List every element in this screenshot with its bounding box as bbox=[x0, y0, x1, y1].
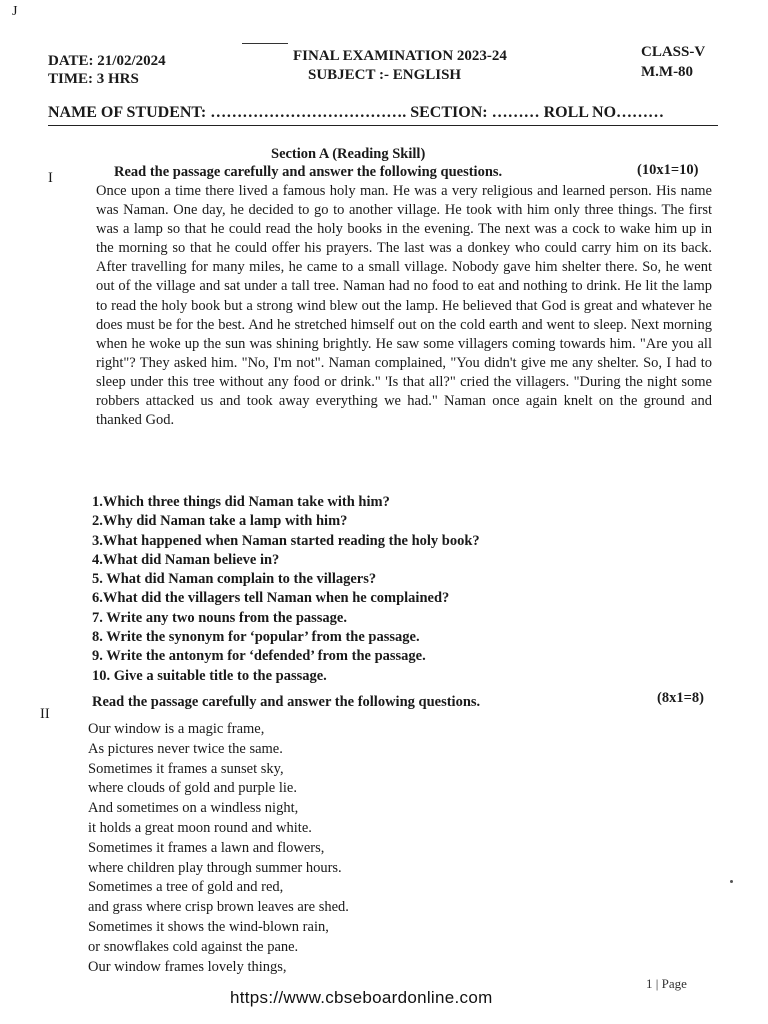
question-number-2: II bbox=[40, 706, 50, 722]
page-number: 1 | Page bbox=[646, 976, 687, 991]
header-right bbox=[641, 42, 705, 82]
question-number-1: I bbox=[48, 170, 53, 186]
poem-line: Sometimes it shows the wind-blown rain, bbox=[88, 918, 329, 935]
student-details-line: NAME OF STUDENT: ………………………………. SECTION: ……… ROLL NO……… bbox=[48, 104, 665, 121]
question-1-marks: (10x1=10) bbox=[637, 162, 699, 178]
poem-line: Sometimes it frames a sunset sky, bbox=[88, 760, 284, 777]
reading-passage: Once upon a time there lived a famous holy man. He was a very religious and learned person. His name was Naman. One day, he decided to go to another village. He took with him only three things. The first was a lamp so that he could read the holy books in the evening. The next was a cock to wake him up in the morning so that he could offer his prayers. The last was a donkey who could carry him on its back. After travelling for many miles, he came to a small village. Nobody gave him shelter there. So, he went out of the village and sat under a tall tree. Naman had no food to eat and nothing to drink. He lit the lamp to read the holy book but a strong wind blew out the lamp. He believed that God is great and whatever he does must be for the best. And he stretched himself out on the cold earth and went to sleep. Next morning when he woke up the sun was shining brightly. He saw some villagers coming towards him. "Are you all right"? They asked him. "No, I'm not". Naman complained, "You didn't give me any shelter. So, I had to sleep under this tree without any food or drink." 'Is that all?" cried the villagers. "During the night some robbers attacked us and took away everything we had." Naman once again knelt on the ground and thanked God. bbox=[96, 183, 712, 429]
list-item: 8. Write the synonym for ‘popular’ from the passage. bbox=[92, 629, 420, 646]
header-rule bbox=[48, 125, 718, 126]
poem-line: Sometimes a tree of gold and red, bbox=[88, 879, 284, 896]
section-title: Section A (Reading Skill) bbox=[271, 146, 426, 162]
list-item: 6.What did the villagers tell Naman when he complained? bbox=[92, 590, 450, 607]
question-2-instruction: Read the passage carefully and answer the following questions. bbox=[92, 694, 481, 710]
list-item: 2.Why did Naman take a lamp with him? bbox=[92, 513, 348, 530]
list-item: 1.Which three things did Naman take with him? bbox=[92, 494, 390, 510]
poem-line: where clouds of gold and purple lie. bbox=[88, 780, 297, 797]
list-item: 9. Write the antonym for ‘defended’ from the passage. bbox=[92, 648, 426, 665]
corner-mark: J bbox=[12, 4, 18, 19]
poem-line: it holds a great moon round and white. bbox=[88, 819, 312, 836]
exam-date: DATE: 21/02/2024 bbox=[48, 53, 166, 69]
poem-line: and grass where crisp brown leaves are shed. bbox=[88, 899, 349, 916]
list-item: 7. Write any two nouns from the passage. bbox=[92, 609, 347, 626]
poem-line: As pictures never twice the same. bbox=[88, 740, 283, 757]
list-item: 4.What did Naman believe in? bbox=[92, 551, 280, 568]
poem-line: And sometimes on a windless night, bbox=[88, 800, 299, 817]
poem-line: where children play through summer hours. bbox=[88, 859, 342, 876]
list-item: 5. What did Naman complain to the villagers? bbox=[92, 571, 377, 588]
list-item: 3.What happened when Naman started reading the holy book? bbox=[92, 532, 480, 549]
poem-line: or snowflakes cold against the pane. bbox=[88, 938, 299, 955]
poem-passage bbox=[88, 720, 349, 977]
max-marks: M.M-80 bbox=[641, 64, 694, 80]
header-center bbox=[293, 47, 507, 85]
exam-time: TIME: 3 HRS bbox=[48, 71, 139, 87]
header-left bbox=[48, 52, 166, 88]
list-item: 10. Give a suitable title to the passage. bbox=[92, 667, 327, 684]
exam-class: CLASS-V bbox=[641, 44, 706, 60]
header-dash bbox=[242, 43, 288, 44]
exam-subject: SUBJECT :- ENGLISH bbox=[308, 67, 462, 83]
scan-speck bbox=[730, 880, 733, 883]
footer-url: https://www.cbseboardonline.com bbox=[230, 988, 493, 1007]
question-list bbox=[92, 493, 480, 686]
poem-line: Our window frames lovely things, bbox=[88, 958, 287, 975]
question-2-marks: (8x1=8) bbox=[657, 690, 704, 706]
poem-line: Our window is a magic frame, bbox=[88, 721, 265, 737]
exam-title: FINAL EXAMINATION 2023-24 bbox=[293, 48, 507, 64]
question-1-instruction: Read the passage carefully and answer the following questions. bbox=[114, 164, 503, 180]
poem-line: Sometimes it frames a lawn and flowers, bbox=[88, 839, 325, 856]
